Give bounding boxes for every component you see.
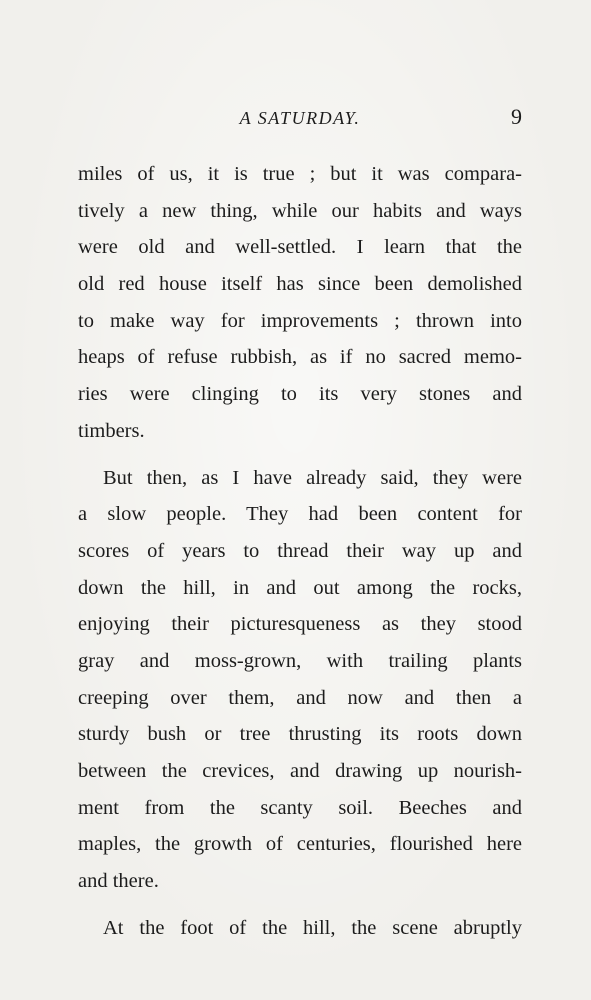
text-line: and there. <box>78 870 159 893</box>
text-line: old red house itself has since been demolished <box>78 273 522 296</box>
text-line: creeping over them, and now and then a <box>78 686 522 709</box>
text-line: to make way for improvements ; thrown into <box>78 309 522 332</box>
text-line: enjoying their picturesqueness as they stood <box>78 613 522 636</box>
text-line: between the crevices, and drawing up nourish- <box>78 760 522 782</box>
text-line: down the hill, in and out among the rocks, <box>78 576 522 599</box>
text-line: heaps of refuse rubbish, as if no sacred memo- <box>78 346 522 369</box>
text-line: timbers. <box>78 419 145 442</box>
text-line: sturdy bush or tree thrusting its roots down <box>78 723 522 746</box>
paragraph <box>78 460 522 900</box>
text-line: tively a new thing, while our habits and ways <box>78 199 522 222</box>
text-line: ment from the scanty soil. Beeches and <box>78 796 522 819</box>
text-line: maples, the growth of centuries, flourished here <box>78 833 522 856</box>
running-head-title: A SATURDAY. <box>239 108 361 128</box>
paragraph <box>78 910 522 947</box>
text-line: miles of us, it is true ; but it was compara- <box>78 163 522 185</box>
text-line: scores of years to thread their way up and <box>78 539 522 562</box>
text-line: ries were clinging to its very stones and <box>78 383 522 406</box>
text-line: gray and moss-grown, with trailing plants <box>78 649 522 672</box>
text-line: a slow people. They had been content for <box>78 503 522 526</box>
paragraph <box>78 156 522 450</box>
text-line: But then, as I have already said, they were <box>103 466 522 489</box>
text-line: At the foot of the hill, the scene abruptly <box>103 916 522 939</box>
text-line: were old and well-settled. I learn that the <box>78 236 522 259</box>
page-number: 9 <box>511 104 522 129</box>
body-text <box>78 156 522 946</box>
running-head <box>78 104 522 134</box>
